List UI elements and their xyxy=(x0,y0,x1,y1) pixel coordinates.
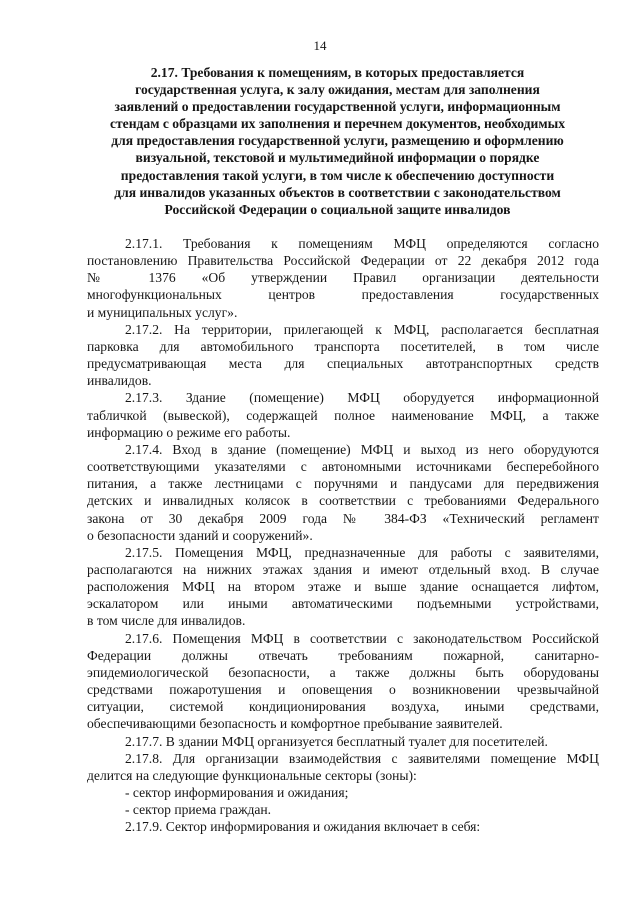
text-line: в том числе для инвалидов. xyxy=(87,613,246,629)
text-line: постановлению Правительства Российской Федерации от 22 декабря 2012 года xyxy=(87,253,599,269)
paragraph-2-17-6 xyxy=(87,630,599,733)
text-line: располагаются на нижних этажах здания и имеют отдельный вход. В случае xyxy=(87,561,599,577)
text-line: ситуации, системой кондиционирования воздуха, иными средствами, xyxy=(87,699,599,715)
heading-line: визуальной, текстовой и мультимедийной информации о порядке xyxy=(135,150,540,166)
heading-line: заявлений о предоставлении государственной услуги, информационным xyxy=(114,99,561,115)
text-line: предусматривающая места для специальных автотранспортных средств xyxy=(87,356,599,372)
heading-line: Российской Федерации о социальной защите инвалидов xyxy=(164,201,511,217)
heading-line: для инвалидов указанных объектов в соответствии с законодательством xyxy=(114,184,561,200)
paragraph-2-17-9 xyxy=(87,818,599,835)
paragraph-2-17-4 xyxy=(87,441,599,544)
heading-line: для предоставления государственной услуги, размещению и оформлению xyxy=(111,133,564,149)
text-line: эскалатором или иными автоматическими подъемными устройствами, xyxy=(87,596,599,612)
list-item-information-sector xyxy=(87,784,599,801)
text-line: - сектор информирования и ожидания; xyxy=(125,785,349,800)
paragraph-2-17-3 xyxy=(87,389,599,440)
text-line: парковка для автомобильного транспорта посетителей, в том числе xyxy=(87,338,599,354)
text-line: делится на следующие функциональные секторы (зоны): xyxy=(87,767,417,783)
text-line: Федерации должны отвечать требованиям пожарной, санитарно- xyxy=(87,647,599,663)
text-line: 2.17.3. Здание (помещение) МФЦ оборудуется информационной xyxy=(125,390,599,406)
text-line: 2.17.6. Помещения МФЦ в соответствии с законодательством Российской xyxy=(125,630,599,646)
paragraph-2-17-5 xyxy=(87,544,599,630)
body-text xyxy=(87,235,599,835)
text-line: № 1376 «Об утверждении Правил организации деятельности xyxy=(87,270,599,286)
text-line: и муниципальных услуг». xyxy=(87,304,238,320)
text-line: расположения МФЦ на втором этаже и выше здание оснащается лифтом, xyxy=(87,579,599,595)
paragraph-2-17-8 xyxy=(87,750,599,784)
paragraph-2-17-2 xyxy=(87,321,599,390)
heading-line: 2.17. Требования к помещениям, в которых предоставляется xyxy=(150,65,525,80)
heading-line: предоставления такой услуги, в том числе к обеспечению доступности xyxy=(120,167,555,183)
section-heading xyxy=(74,64,601,218)
text-line: многофункциональных центров предоставления государственных xyxy=(87,287,599,303)
text-line: - сектор приема граждан. xyxy=(125,802,272,818)
text-line: средствами пожаротушения и оповещения о возникновении чрезвычайной xyxy=(87,682,599,698)
heading-line: государственная услуга, к залу ожидания, местам для заполнения xyxy=(135,82,540,98)
text-line: 2.17.8. Для организации взаимодействия с заявителями помещение МФЦ xyxy=(125,750,599,766)
text-line: табличкой (вывеской), содержащей полное наименование МФЦ, а также xyxy=(87,407,599,423)
text-line: инвалидов. xyxy=(87,373,152,389)
text-line: детских и инвалидных колясок в соответствии с требованиями Федерального xyxy=(87,493,599,509)
text-line: 2.17.9. Сектор информирования и ожидания включает в себя: xyxy=(125,819,481,835)
text-line: соответствующими указателями с автономными источниками бесперебойного xyxy=(87,459,599,475)
page-number: 14 xyxy=(313,38,327,53)
text-line: закона от 30 декабря 2009 года № 384-ФЗ «Технический регламент xyxy=(87,510,599,526)
text-line: 2.17.1. Требования к помещениям МФЦ определяются согласно xyxy=(125,236,599,251)
text-line: информацию о режиме его работы. xyxy=(87,424,291,440)
paragraph-2-17-1 xyxy=(87,235,599,321)
text-line: эпидемиологической безопасности, а также должны быть оборудованы xyxy=(87,664,599,680)
list-item-reception-sector xyxy=(87,801,599,818)
text-line: 2.17.2. На территории, прилегающей к МФЦ, располагается бесплатная xyxy=(125,321,599,337)
text-line: 2.17.4. Вход в здание (помещение) МФЦ и выход из него оборудуются xyxy=(125,441,599,457)
heading-line: стендам с образцами их заполнения и перечнем документов, необходимых xyxy=(109,116,566,132)
text-line: 2.17.5. Помещения МФЦ, предназначенные для работы с заявителями, xyxy=(125,544,599,560)
text-line: 2.17.7. В здании МФЦ организуется бесплатный туалет для посетителей. xyxy=(125,733,548,749)
paragraph-2-17-7 xyxy=(87,733,599,750)
text-line: обеспечивающими безопасность и комфортное пребывание заявителей. xyxy=(87,716,503,732)
text-line: о безопасности зданий и сооружений». xyxy=(87,527,313,543)
text-line: питания, а также лестницами с поручнями и пандусами для передвижения xyxy=(87,476,599,492)
